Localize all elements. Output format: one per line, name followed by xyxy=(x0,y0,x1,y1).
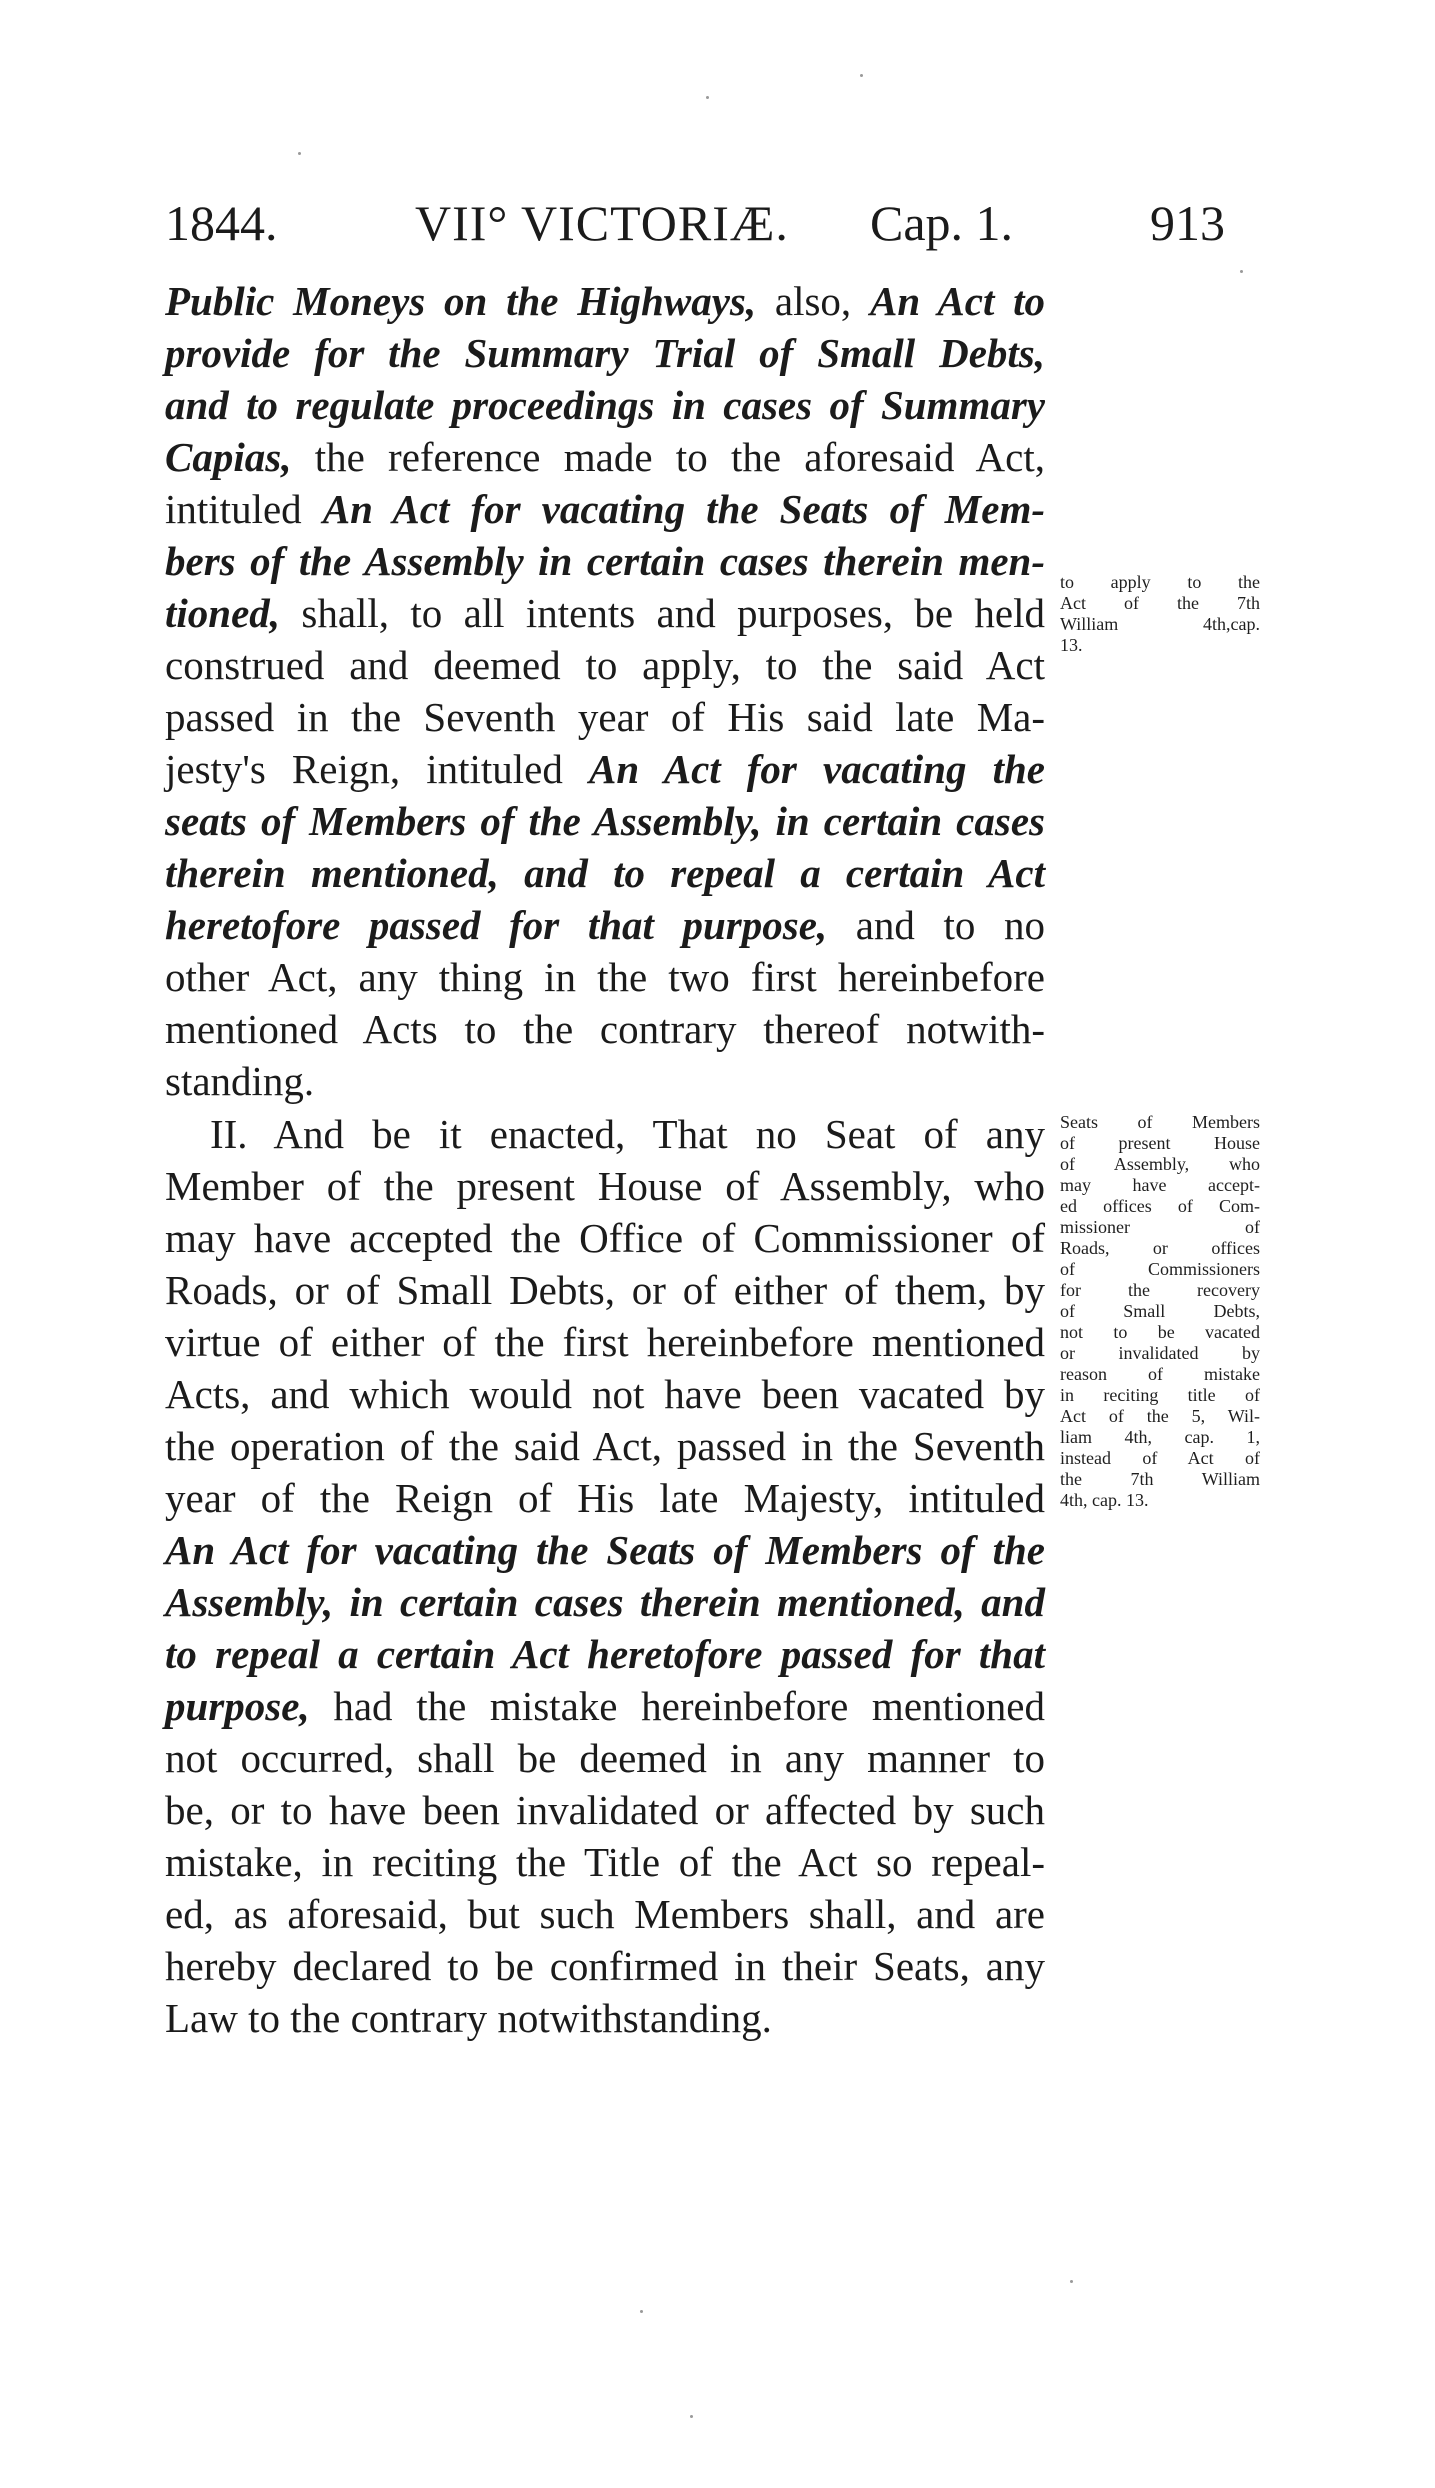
text-line xyxy=(165,847,1045,899)
running-head xyxy=(165,188,1225,258)
italic-text: seats of Members of the Assembly, in certain cases xyxy=(165,798,1045,844)
text-line xyxy=(165,327,1045,379)
marginal-note-line: liam 4th, cap. 1, xyxy=(1060,1427,1260,1447)
marginal-note-line: the 7th William xyxy=(1060,1469,1260,1489)
text-line xyxy=(165,1732,1045,1784)
text-line xyxy=(165,587,1045,639)
italic-text: to repeal a certain Act heretofore passed for that xyxy=(165,1631,1045,1677)
text-line xyxy=(165,743,1045,795)
roman-text: Law to the contrary notwithstanding. xyxy=(165,1995,772,2041)
marginal-note-line: or invalidated by xyxy=(1060,1343,1260,1363)
marginal-note-line: in reciting title of xyxy=(1060,1385,1260,1405)
text-line xyxy=(165,1940,1045,1992)
text-line xyxy=(165,275,1045,327)
text-line xyxy=(165,1212,1045,1264)
paragraph-continuation xyxy=(165,275,1045,1107)
roman-text: Member of the present House of Assembly, who xyxy=(165,1163,1045,1209)
text-line xyxy=(165,1628,1045,1680)
text-line xyxy=(165,1108,1045,1160)
roman-text: the operation of the said Act, passed in the Seventh xyxy=(165,1423,1045,1469)
marginal-note-line: not to be vacated xyxy=(1060,1322,1260,1342)
text-line xyxy=(165,1316,1045,1368)
italic-text: Capias, xyxy=(165,434,292,480)
text-line xyxy=(165,1472,1045,1524)
marginal-note-line: Seats of Members xyxy=(1060,1112,1260,1132)
paragraph-section-ii xyxy=(165,1108,1045,2044)
text-line xyxy=(165,691,1045,743)
roman-text: may have accepted the Office of Commissioner of xyxy=(165,1215,1045,1261)
italic-text: bers of the Assembly in certain cases therein men- xyxy=(165,538,1045,584)
marginal-note-line: 4th, cap. 13. xyxy=(1060,1490,1149,1510)
italic-text: An Act for vacating the Seats of Members of the xyxy=(165,1527,1045,1573)
text-line xyxy=(165,483,1045,535)
italic-text: An Act for vacating the Seats of Mem- xyxy=(322,486,1045,532)
italic-text: therein mentioned, and to repeal a certain Act xyxy=(165,850,1045,896)
text-line xyxy=(165,639,1045,691)
roman-text: mentioned Acts to the contrary thereof notwith- xyxy=(165,1006,1045,1052)
roman-text: intituled xyxy=(165,486,323,532)
marginal-note-line: Roads, or offices xyxy=(1060,1238,1260,1258)
text-line xyxy=(165,951,1045,1003)
header-chapter: Cap. 1. xyxy=(870,195,1014,251)
text-line xyxy=(165,535,1045,587)
roman-text: construed and deemed to apply, to the said Act xyxy=(165,642,1045,688)
roman-text: not occurred, shall be deemed in any manner to xyxy=(165,1735,1045,1781)
text-line xyxy=(165,899,1045,951)
page-number: 913 xyxy=(1150,195,1225,251)
roman-text: had the mistake hereinbefore mentioned xyxy=(309,1683,1045,1729)
roman-text: ed, as aforesaid, but such Members shall, and are xyxy=(165,1891,1045,1937)
italic-text: provide for the Summary Trial of Small Debts, xyxy=(165,330,1045,376)
roman-text: standing. xyxy=(165,1058,315,1104)
text-line xyxy=(165,1992,1045,2044)
text-line xyxy=(165,795,1045,847)
text-line xyxy=(165,1055,1045,1107)
italic-text: purpose, xyxy=(165,1683,310,1729)
roman-text: other Act, any thing in the two first hereinbefore xyxy=(165,954,1045,1000)
marginal-note-line: Act of the 5, Wil- xyxy=(1060,1406,1260,1426)
text-line xyxy=(165,1784,1045,1836)
roman-text: passed in the Seventh year of His said late Ma- xyxy=(165,694,1045,740)
roman-text: jesty's Reign, intituled xyxy=(165,746,589,792)
italic-text: Public Moneys on the Highways, xyxy=(165,278,757,324)
roman-text: be, or to have been invalidated or affected by such xyxy=(165,1787,1045,1833)
italic-text: and to regulate proceedings in cases of Summary xyxy=(165,382,1045,428)
text-line xyxy=(165,1524,1045,1576)
italic-text: An Act for vacating the xyxy=(588,746,1046,792)
text-line xyxy=(165,1264,1045,1316)
roman-text: also, xyxy=(756,278,870,324)
italic-text: Assembly, in certain cases therein mentioned, and xyxy=(165,1579,1045,1625)
text-line xyxy=(165,1003,1045,1055)
marginal-note-line: ed offices of Com- xyxy=(1060,1196,1260,1216)
marginal-note-line: reason of mistake xyxy=(1060,1364,1260,1384)
italic-text: heretofore passed for that purpose, xyxy=(165,902,828,948)
marginal-note-line: for the recovery xyxy=(1060,1280,1260,1300)
roman-text: virtue of either of the first hereinbefore mentioned xyxy=(165,1319,1045,1365)
italic-text: An Act to xyxy=(869,278,1046,324)
text-line xyxy=(165,1368,1045,1420)
marginal-note-line: Act of the 7th xyxy=(1060,593,1260,613)
roman-text: II. And be it enacted, That no Seat of any xyxy=(210,1111,1045,1157)
marginal-note-apply-act xyxy=(1060,572,1260,656)
marginal-note-line: may have accept- xyxy=(1060,1175,1260,1195)
text-line xyxy=(165,1420,1045,1472)
marginal-note-line: of Commissioners xyxy=(1060,1259,1260,1279)
roman-text: hereby declared to be confirmed in their Seats, any xyxy=(165,1943,1045,1989)
marginal-note-seats-of-members xyxy=(1060,1112,1260,1511)
marginal-note-line: instead of Act of xyxy=(1060,1448,1260,1468)
text-line xyxy=(165,379,1045,431)
marginal-note-line: 13. xyxy=(1060,635,1083,655)
roman-text: the reference made to the aforesaid Act, xyxy=(291,434,1045,480)
roman-text: Acts, and which would not have been vacated by xyxy=(165,1371,1045,1417)
marginal-note-line: of present House xyxy=(1060,1133,1260,1153)
text-line xyxy=(165,1160,1045,1212)
roman-text: year of the Reign of His late Majesty, intituled xyxy=(165,1475,1045,1521)
marginal-note-line: to apply to the xyxy=(1060,572,1260,592)
roman-text: shall, to all intents and purposes, be held xyxy=(280,590,1045,636)
text-line xyxy=(165,1680,1045,1732)
roman-text: and to no xyxy=(827,902,1045,948)
text-line xyxy=(165,1836,1045,1888)
roman-text: mistake, in reciting the Title of the Act so repeal- xyxy=(165,1839,1045,1885)
italic-text: tioned, xyxy=(165,590,281,636)
marginal-note-line: missioner of xyxy=(1060,1217,1260,1237)
header-title: VII° VICTORIÆ. xyxy=(415,195,789,251)
header-year: 1844. xyxy=(165,195,278,251)
text-line xyxy=(165,1888,1045,1940)
marginal-note-line: of Small Debts, xyxy=(1060,1301,1260,1321)
text-line xyxy=(165,1576,1045,1628)
roman-text: Roads, or of Small Debts, or of either of them, by xyxy=(165,1267,1045,1313)
marginal-note-line: William 4th,cap. xyxy=(1060,614,1260,634)
text-line xyxy=(165,431,1045,483)
marginal-note-line: of Assembly, who xyxy=(1060,1154,1260,1174)
